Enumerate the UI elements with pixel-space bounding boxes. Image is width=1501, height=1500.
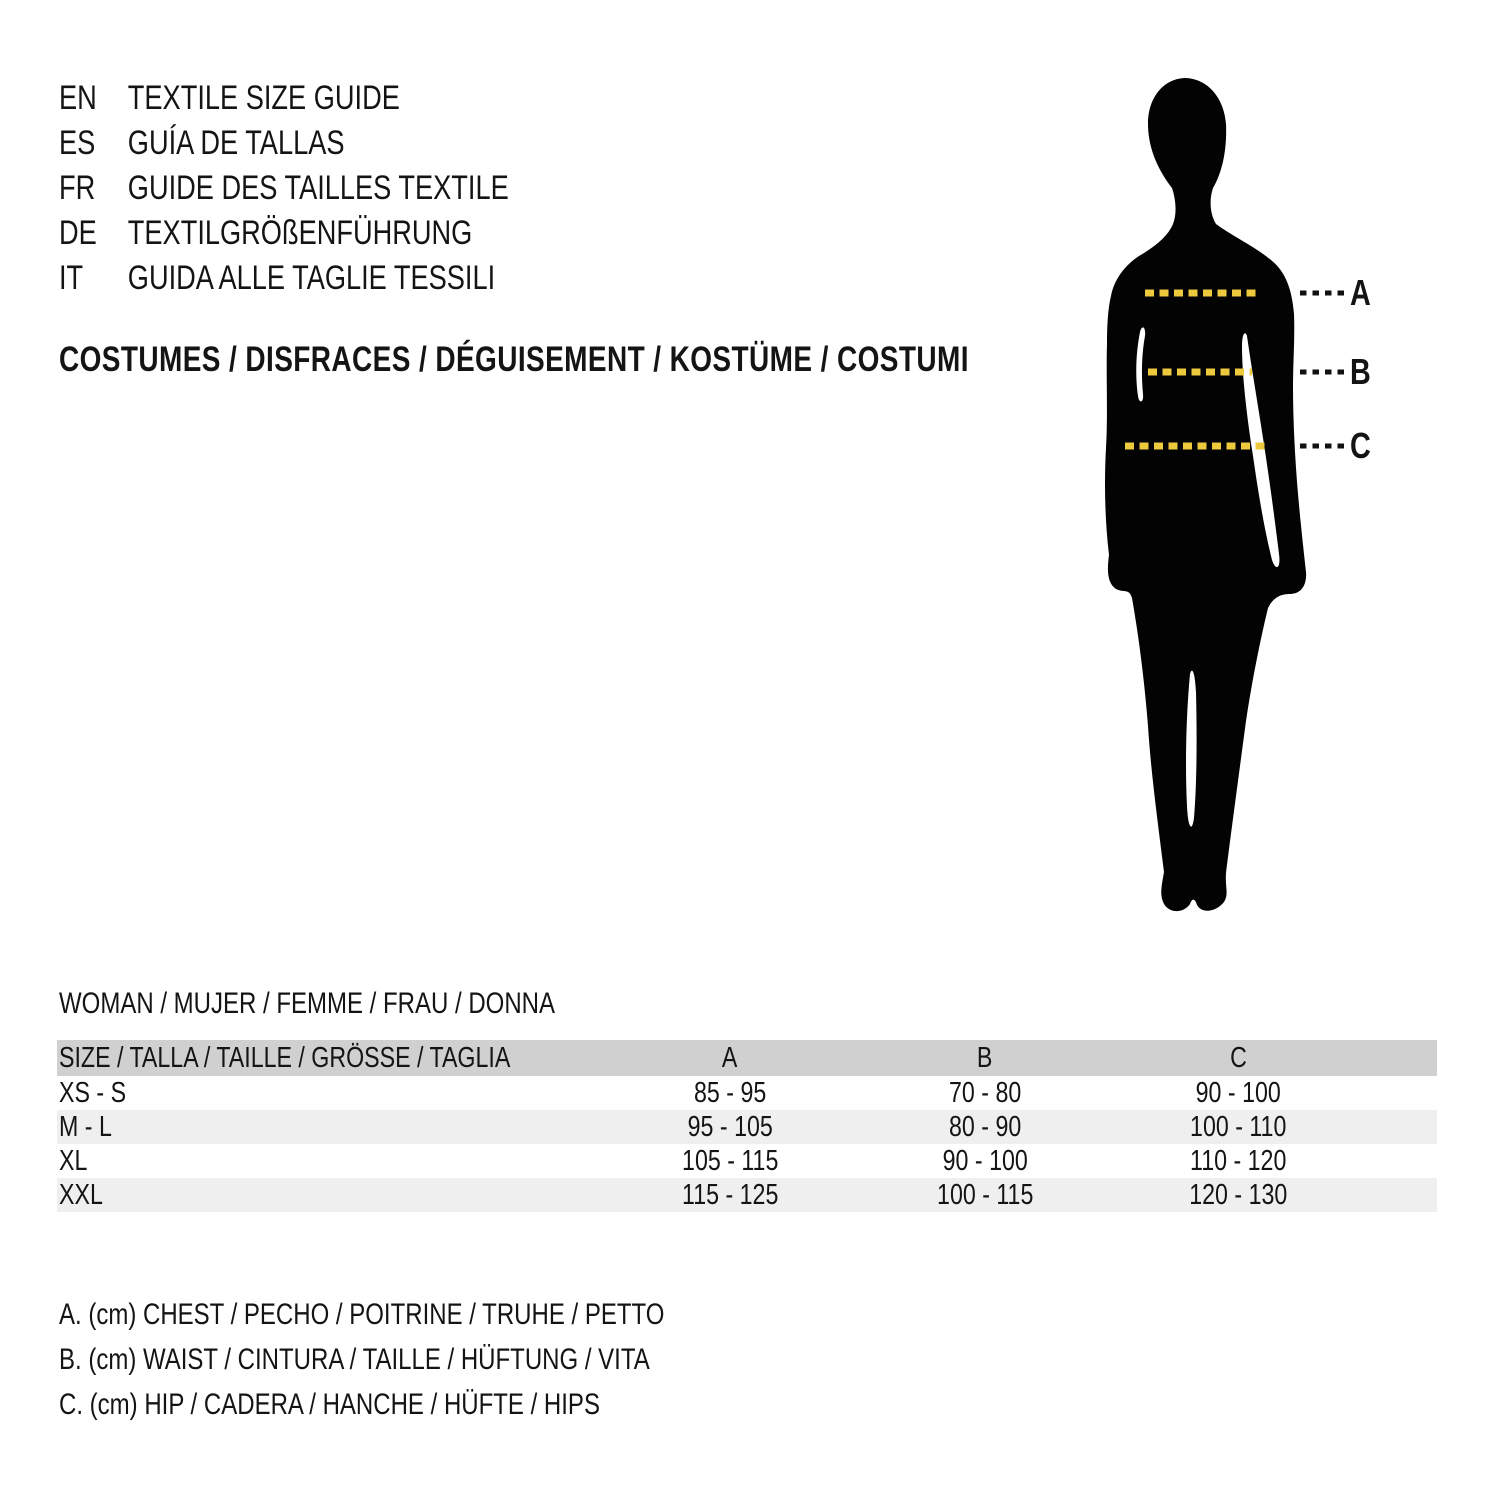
cell-a: 105 - 115 xyxy=(681,1145,779,1177)
cell-size: XL xyxy=(59,1145,88,1177)
measure-label-c: C xyxy=(1350,425,1371,466)
cell-c: 100 - 110 xyxy=(1189,1111,1287,1143)
size-table xyxy=(57,1040,1437,1212)
cell-size: XS - S xyxy=(59,1077,127,1109)
language-row xyxy=(59,166,509,211)
guide-title: GUIDA ALLE TAGLIE TESSILI xyxy=(127,259,496,297)
cell-size: M - L xyxy=(59,1111,112,1143)
header-c: C xyxy=(1229,1042,1247,1074)
guide-title: GUÍA DE TALLAS xyxy=(127,124,345,162)
legend-waist: B. (cm) WAIST / CINTURA / TAILLE / HÜFTUNG / VITA xyxy=(59,1343,650,1376)
silhouette-body-path xyxy=(1105,78,1306,911)
woman-silhouette-figure xyxy=(1080,76,1370,916)
guide-title: GUIDE DES TAILLES TEXTILE xyxy=(127,169,509,207)
measure-label-a: A xyxy=(1350,272,1371,313)
cell-b: 90 - 100 xyxy=(942,1145,1028,1177)
cell-a: 85 - 95 xyxy=(693,1077,767,1109)
legend-hip: C. (cm) HIP / CADERA / HANCHE / HÜFTE / HIPS xyxy=(59,1388,600,1421)
measurement-legend xyxy=(59,1292,816,1427)
legend-chest: A. (cm) CHEST / PECHO / POITRINE / TRUHE / PETTO xyxy=(59,1298,665,1331)
table-row-xs-s xyxy=(57,1076,1437,1110)
language-row xyxy=(59,256,495,301)
language-code: ES xyxy=(59,124,96,162)
cell-c: 90 - 100 xyxy=(1195,1077,1281,1109)
language-code: EN xyxy=(59,79,97,117)
cell-size: XXL xyxy=(59,1179,103,1211)
language-title-list xyxy=(59,76,621,301)
language-row xyxy=(59,211,472,256)
language-code: FR xyxy=(59,169,96,207)
section-title-woman: WOMAN / MUJER / FEMME / FRAU / DONNA xyxy=(59,987,555,1020)
header-a: A xyxy=(722,1042,738,1074)
guide-title: TEXTILE SIZE GUIDE xyxy=(127,79,400,117)
guide-title: TEXTILGRÖßENFÜHRUNG xyxy=(127,214,473,252)
measure-label-b: B xyxy=(1350,351,1371,392)
language-code: DE xyxy=(59,214,97,252)
table-row-xl xyxy=(57,1144,1437,1178)
table-row-xxl xyxy=(57,1178,1437,1212)
language-row xyxy=(59,121,344,166)
table-row-m-l xyxy=(57,1110,1437,1144)
cell-b: 80 - 90 xyxy=(948,1111,1022,1143)
cell-b: 70 - 80 xyxy=(948,1077,1022,1109)
category-heading: COSTUMES / DISFRACES / DÉGUISEMENT / KOSTÜME / COSTUMI xyxy=(59,340,969,379)
cell-a: 115 - 125 xyxy=(681,1179,779,1211)
header-b: B xyxy=(977,1042,993,1074)
cell-c: 110 - 120 xyxy=(1189,1145,1287,1177)
size-table-header-row xyxy=(57,1040,1437,1076)
cell-a: 95 - 105 xyxy=(687,1111,773,1143)
cell-b: 100 - 115 xyxy=(936,1179,1034,1211)
cell-c: 120 - 130 xyxy=(1188,1179,1288,1211)
language-row xyxy=(59,76,400,121)
language-code: IT xyxy=(59,259,84,297)
header-size: SIZE / TALLA / TAILLE / GRÖSSE / TAGLIA xyxy=(59,1042,511,1074)
